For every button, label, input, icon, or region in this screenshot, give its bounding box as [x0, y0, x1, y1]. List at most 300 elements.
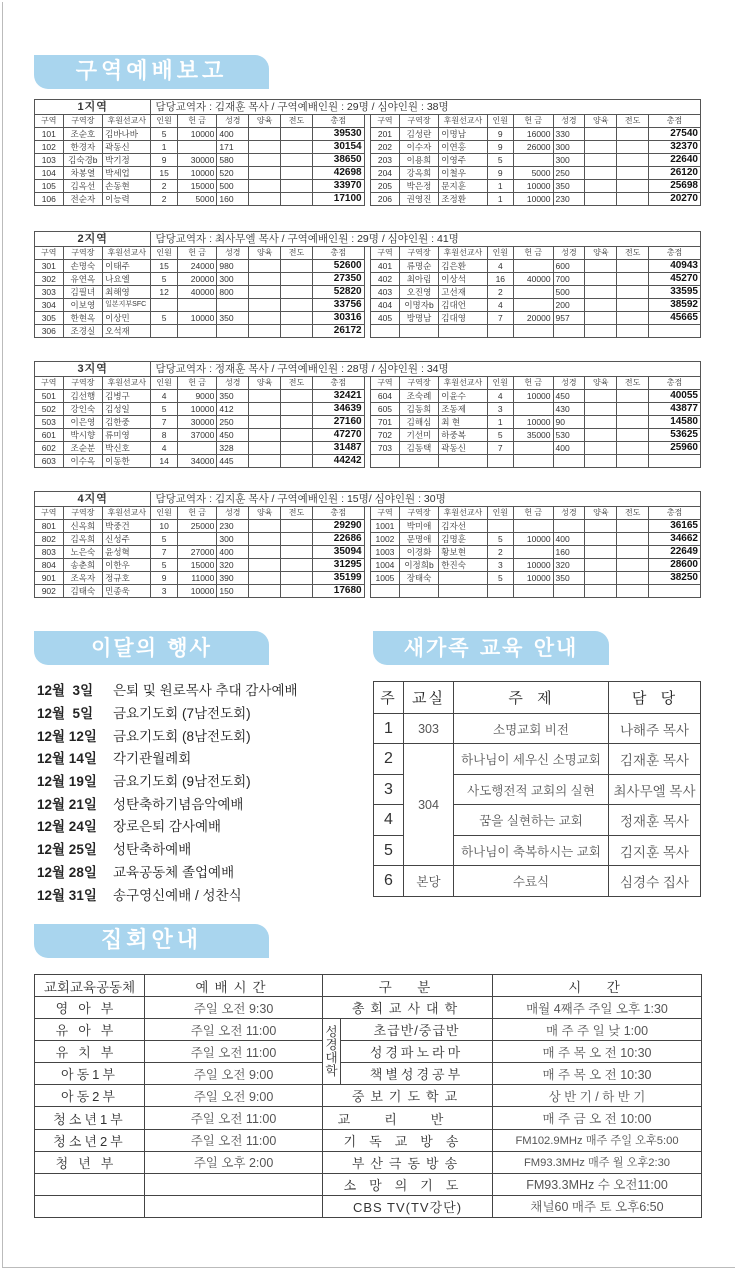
topic: 수료식	[454, 866, 609, 897]
schedule: FM93.3MHz 수 오전11:00	[493, 1173, 702, 1195]
group-number: 306	[35, 325, 64, 338]
group-number: 1005	[371, 572, 400, 585]
evangelism	[281, 299, 313, 312]
evangelism	[281, 442, 313, 455]
missionary: 윤성혁	[103, 546, 151, 559]
offering	[177, 442, 217, 455]
total-score: 42698	[312, 167, 364, 180]
attendance: 14	[151, 455, 177, 468]
offering: 10000	[514, 533, 554, 546]
evangelism	[281, 546, 313, 559]
leader-name: 이은영	[63, 416, 103, 429]
new-family-row	[374, 713, 701, 744]
missionary: 김대언	[439, 299, 487, 312]
meeting-row	[35, 1195, 702, 1217]
evangelism	[281, 416, 313, 429]
group-number: 1001	[371, 520, 400, 533]
attendance: 9	[151, 154, 177, 167]
total-score: 32370	[649, 141, 701, 154]
evangelism	[281, 141, 313, 154]
missionary: 문지훈	[439, 180, 487, 193]
attendance: 9	[151, 572, 177, 585]
monthly-events-title: 이달의 행사	[34, 631, 269, 665]
nurture	[249, 442, 281, 455]
total-score: 38250	[649, 572, 701, 585]
offering: 10000	[513, 390, 553, 403]
event-title: 각기관월례회	[113, 751, 192, 767]
header-topic: 주 제	[454, 682, 609, 714]
nurture	[585, 325, 617, 338]
department: 청년부	[35, 1151, 145, 1173]
group-number: 205	[371, 180, 400, 193]
evangelism	[617, 585, 649, 598]
missionary	[439, 325, 487, 338]
meeting-row	[35, 1085, 702, 1107]
district-row	[35, 128, 701, 141]
nurture	[249, 429, 281, 442]
offering: 40000	[177, 286, 217, 299]
attendance: 3	[151, 585, 177, 598]
group-number: 604	[371, 390, 400, 403]
evangelism	[617, 167, 649, 180]
bible-reading: 700	[553, 273, 585, 286]
missionary: 이철우	[439, 167, 487, 180]
evangelism	[617, 416, 649, 429]
service-time: 주일 오전 11:00	[145, 1019, 323, 1041]
group-number: 203	[371, 154, 400, 167]
column-header: 헌 금	[177, 377, 217, 390]
column-gap	[364, 377, 371, 390]
bible-reading: 500	[217, 180, 249, 193]
bible-reading	[217, 299, 249, 312]
nurture	[249, 193, 281, 206]
bible-reading	[553, 325, 585, 338]
evangelism	[617, 455, 649, 468]
leader-name: 김동택	[399, 442, 439, 455]
service-time: 주일 오전 9:30	[145, 997, 323, 1019]
nurture	[585, 167, 617, 180]
group-number: 301	[35, 260, 64, 273]
bible-reading: 400	[553, 533, 585, 546]
attendance: 3	[487, 403, 513, 416]
week-number: 3	[374, 774, 404, 805]
district-row	[35, 572, 701, 585]
missionary: 박기정	[103, 154, 151, 167]
meetings-header	[35, 975, 702, 997]
attendance: 2	[487, 546, 513, 559]
group-number: 202	[371, 141, 400, 154]
district-info: 담당교역자 : 김지훈 목사 / 구역예배인원 : 15명/ 심야인원 : 30명	[151, 492, 701, 507]
missionary: 김명훈	[439, 533, 487, 546]
evangelism	[281, 559, 313, 572]
column-gap	[364, 455, 371, 468]
district-row	[35, 260, 701, 273]
column-header: 인원	[487, 247, 513, 260]
evangelism	[281, 286, 313, 299]
evangelism	[617, 154, 649, 167]
missionary: 박신호	[103, 442, 151, 455]
missionary: 류미영	[103, 429, 151, 442]
attendance	[487, 585, 513, 598]
group-number: 402	[371, 273, 400, 286]
bible-reading: 250	[217, 416, 249, 429]
column-header: 헌 금	[513, 115, 553, 128]
bible-reading: 430	[553, 403, 585, 416]
service-time: 주일 오전 9:00	[145, 1063, 323, 1085]
evangelism	[617, 546, 649, 559]
attendance: 1	[487, 193, 513, 206]
total-score: 44242	[312, 455, 364, 468]
missionary	[439, 585, 487, 598]
nurture	[585, 260, 617, 273]
attendance: 4	[487, 299, 513, 312]
column-gap	[364, 260, 371, 273]
leader-name: 조경실	[63, 325, 103, 338]
offering	[514, 546, 554, 559]
event-title: 성탄축하예배	[113, 842, 192, 858]
bible-reading: 160	[553, 546, 585, 559]
evangelism	[281, 572, 313, 585]
evangelism	[617, 403, 649, 416]
evangelism	[617, 559, 649, 572]
missionary: 이한우	[103, 559, 151, 572]
column-header: 총점	[312, 377, 364, 390]
total-score: 52820	[312, 286, 364, 299]
event-date: 12월 28일	[37, 864, 97, 880]
column-header: 구역장	[399, 377, 439, 390]
total-score: 31487	[312, 442, 364, 455]
total-score: 29290	[312, 520, 364, 533]
bible-reading: 400	[553, 442, 585, 455]
topic: 꿈을 실현하는 교회	[454, 805, 609, 836]
evangelism	[281, 585, 313, 598]
district-row	[35, 546, 701, 559]
attendance: 7	[151, 546, 177, 559]
column-header: 양육	[585, 377, 617, 390]
category: 기독교방송	[323, 1129, 493, 1151]
group-number: 105	[35, 180, 64, 193]
meeting-row	[35, 1063, 702, 1085]
bible-reading: 350	[553, 180, 585, 193]
missionary	[439, 572, 487, 585]
bible-reading: 400	[217, 546, 249, 559]
attendance: 5	[487, 154, 513, 167]
leader-name: 강인숙	[63, 403, 103, 416]
category: 중보기도학교	[323, 1085, 493, 1107]
column-header: 총점	[649, 247, 701, 260]
missionary: 나요엘	[103, 273, 151, 286]
group-number: 103	[35, 154, 64, 167]
column-header: 후원선교사	[439, 115, 487, 128]
new-family-table	[373, 681, 701, 897]
leader-name: 한경자	[63, 141, 103, 154]
column-gap	[364, 403, 371, 416]
bible-reading: 500	[553, 286, 585, 299]
event-title: 교육공동체 졸업예배	[113, 864, 235, 880]
evangelism	[617, 312, 649, 325]
attendance: 5	[151, 273, 177, 286]
nurture	[585, 429, 617, 442]
column-header: 총점	[312, 115, 364, 128]
missionary: 이능력	[103, 193, 151, 206]
bible-reading: 400	[217, 128, 249, 141]
missionary: 손동현	[103, 180, 151, 193]
leader-name: 문명애	[399, 533, 439, 546]
evangelism	[617, 533, 649, 546]
district-row	[35, 180, 701, 193]
district-row	[35, 273, 701, 286]
schedule: 매 주 주 일 낮 1:00	[493, 1019, 702, 1041]
room: 본당	[404, 866, 454, 897]
column-gap	[364, 416, 371, 429]
column-gap	[364, 286, 371, 299]
meeting-row	[35, 1173, 702, 1195]
total-score	[649, 325, 701, 338]
offering	[513, 455, 553, 468]
total-score: 34662	[649, 533, 701, 546]
offering: 16000	[513, 128, 553, 141]
nurture	[585, 533, 617, 546]
column-header: 후원선교사	[103, 115, 151, 128]
bible-reading: 600	[553, 260, 585, 273]
event-item	[37, 860, 357, 883]
bible-reading: 520	[217, 167, 249, 180]
nurture	[249, 273, 281, 286]
topic: 소명교회 비전	[454, 713, 609, 744]
bible-reading: 320	[217, 559, 249, 572]
leader-name: 강옥희	[399, 167, 439, 180]
schedule: 매 주 금 오 전 10:00	[493, 1107, 702, 1129]
attendance: 5	[487, 429, 513, 442]
bible-reading: 330	[553, 128, 585, 141]
leader-name: 장태숙	[399, 572, 439, 585]
bible-reading: 250	[553, 167, 585, 180]
leader-name: 기선미	[399, 429, 439, 442]
column-header: 구역장	[399, 115, 439, 128]
department: 청소년2부	[35, 1129, 145, 1151]
column-header: 전도	[617, 507, 649, 520]
meeting-row	[35, 1019, 702, 1041]
bible-reading: 350	[217, 390, 249, 403]
missionary: 김병구	[103, 390, 151, 403]
schedule: 채널60 매주 토 오후6:50	[493, 1195, 702, 1217]
offering: 15000	[177, 559, 217, 572]
offering: 30000	[177, 416, 217, 429]
missionary: 하중복	[439, 429, 487, 442]
offering	[177, 325, 217, 338]
week-number: 5	[374, 835, 404, 866]
new-family-title: 새가족 교육 안내	[373, 631, 609, 665]
group-number: 603	[35, 455, 64, 468]
group-number: 901	[35, 572, 64, 585]
district-table	[34, 231, 701, 338]
column-header: 양육	[249, 115, 281, 128]
bible-reading: 90	[553, 416, 585, 429]
column-gap	[364, 429, 371, 442]
missionary: 이윤수	[439, 390, 487, 403]
evangelism	[281, 429, 313, 442]
attendance: 7	[487, 312, 513, 325]
column-header: 헌 금	[514, 247, 554, 260]
group-number	[371, 585, 400, 598]
column-header: 총점	[649, 377, 701, 390]
total-score: 27540	[649, 128, 701, 141]
missionary: 신성주	[103, 533, 151, 546]
bible-reading: 300	[553, 141, 585, 154]
attendance: 5	[151, 403, 177, 416]
total-score: 32421	[312, 390, 364, 403]
evangelism	[617, 193, 649, 206]
column-header: 후원선교사	[439, 377, 487, 390]
missionary: 곽동신	[439, 442, 487, 455]
nurture	[249, 403, 281, 416]
nurture	[585, 416, 617, 429]
evangelism	[617, 286, 649, 299]
nurture	[585, 312, 617, 325]
nurture	[585, 559, 617, 572]
nurture	[585, 193, 617, 206]
group-number: 702	[371, 429, 400, 442]
offering	[513, 154, 553, 167]
total-score: 39530	[312, 128, 364, 141]
leader-name: 김성란	[399, 128, 439, 141]
column-gap	[364, 312, 371, 325]
evangelism	[281, 180, 313, 193]
column-header: 구역장	[399, 507, 439, 520]
meetings-table	[34, 974, 702, 1218]
total-score: 27350	[312, 273, 364, 286]
group-number: 401	[371, 260, 400, 273]
district-row	[35, 533, 701, 546]
bible-reading: 171	[217, 141, 249, 154]
group-number: 201	[371, 128, 400, 141]
offering	[514, 260, 554, 273]
leader-name: 김동희	[399, 403, 439, 416]
bible-reading: 445	[217, 455, 249, 468]
attendance: 2	[151, 180, 177, 193]
meeting-row	[35, 997, 702, 1019]
evangelism	[617, 299, 649, 312]
bible-reading: 150	[217, 585, 249, 598]
offering: 10000	[513, 416, 553, 429]
offering: 10000	[177, 128, 217, 141]
district-row	[35, 286, 701, 299]
missionary: 조동제	[439, 403, 487, 416]
district-row	[35, 167, 701, 180]
missionary: 최 현	[439, 416, 487, 429]
missionary: 이상석	[439, 273, 487, 286]
evangelism	[617, 141, 649, 154]
leader-name: 이용희	[399, 154, 439, 167]
total-score: 27160	[312, 416, 364, 429]
nurture	[249, 154, 281, 167]
column-header: 구역장	[63, 377, 103, 390]
nurture	[249, 520, 281, 533]
total-score: 17100	[312, 193, 364, 206]
missionary: 이영주	[439, 154, 487, 167]
attendance	[151, 325, 177, 338]
nurture	[585, 520, 617, 533]
topic: 하나님이 축복하시는 교회	[454, 835, 609, 866]
column-gap	[364, 115, 371, 128]
leader-name: 손명숙	[63, 260, 103, 273]
leader-name	[399, 325, 439, 338]
evangelism	[281, 455, 313, 468]
district-row	[35, 520, 701, 533]
group-number: 302	[35, 273, 64, 286]
offering: 20000	[177, 273, 217, 286]
district-info: 담당교역자 : 김재훈 목사 / 구역예배인원 : 29명 / 심야인원 : 38명	[151, 100, 701, 115]
district-info: 담당교역자 : 정재훈 목사 / 구역예배인원 : 28명 / 심야인원 : 34명	[151, 362, 701, 377]
column-header: 총점	[312, 247, 364, 260]
missionary: 김대영	[439, 312, 487, 325]
district-table	[34, 491, 701, 598]
event-title: 은퇴 및 원로목사 추대 감사예배	[113, 683, 298, 699]
column-header: 성경	[553, 247, 585, 260]
leader-name: 이경화	[399, 546, 439, 559]
schedule: 매 주 목 오 전 10:30	[493, 1063, 702, 1085]
leader-name: 김옥희	[63, 533, 103, 546]
evangelism	[617, 273, 649, 286]
leader-name: 전순자	[63, 193, 103, 206]
group-number: 801	[35, 520, 64, 533]
missionary: 이명남	[439, 128, 487, 141]
column-header: 헌 금	[513, 377, 553, 390]
attendance: 5	[151, 128, 177, 141]
offering: 10000	[177, 585, 217, 598]
bible-reading: 980	[217, 260, 249, 273]
attendance: 5	[487, 572, 513, 585]
evangelism	[617, 128, 649, 141]
leader: 김재훈 목사	[609, 744, 701, 775]
column-header: 헌 금	[177, 507, 217, 520]
missionary: 김자선	[439, 520, 487, 533]
leader-name: 이수옥	[63, 455, 103, 468]
category: 교리반	[323, 1107, 493, 1129]
header-service-time: 예배시간	[145, 975, 323, 997]
room: 303	[404, 713, 454, 744]
district-row	[35, 559, 701, 572]
schedule: 상 반 기 / 하 반 기	[493, 1085, 702, 1107]
total-score	[649, 585, 701, 598]
leader-name: 권영진	[399, 193, 439, 206]
district-title: 2지역	[35, 232, 151, 247]
group-number: 102	[35, 141, 64, 154]
attendance: 4	[151, 442, 177, 455]
missionary: 황보현	[439, 546, 487, 559]
total-score: 52600	[312, 260, 364, 273]
nurture	[249, 585, 281, 598]
leader-name: 김숙경b	[63, 154, 103, 167]
group-number	[371, 325, 400, 338]
bible-reading: 320	[553, 559, 585, 572]
evangelism	[617, 325, 649, 338]
bible-reading: 160	[217, 193, 249, 206]
event-date: 12월 21일	[37, 796, 97, 812]
nurture	[249, 390, 281, 403]
nurture	[249, 325, 281, 338]
header-leader: 담 당	[609, 682, 701, 714]
missionary: 민종욱	[103, 585, 151, 598]
service-time: 주일 오전 9:00	[145, 1085, 323, 1107]
week-number: 4	[374, 805, 404, 836]
leader: 심경수 집사	[609, 866, 701, 897]
leader-name: 송춘희	[63, 559, 103, 572]
leader-name: 방명남	[399, 312, 439, 325]
offering: 10000	[514, 572, 554, 585]
total-score: 17680	[312, 585, 364, 598]
leader-name: 신옥희	[63, 520, 103, 533]
